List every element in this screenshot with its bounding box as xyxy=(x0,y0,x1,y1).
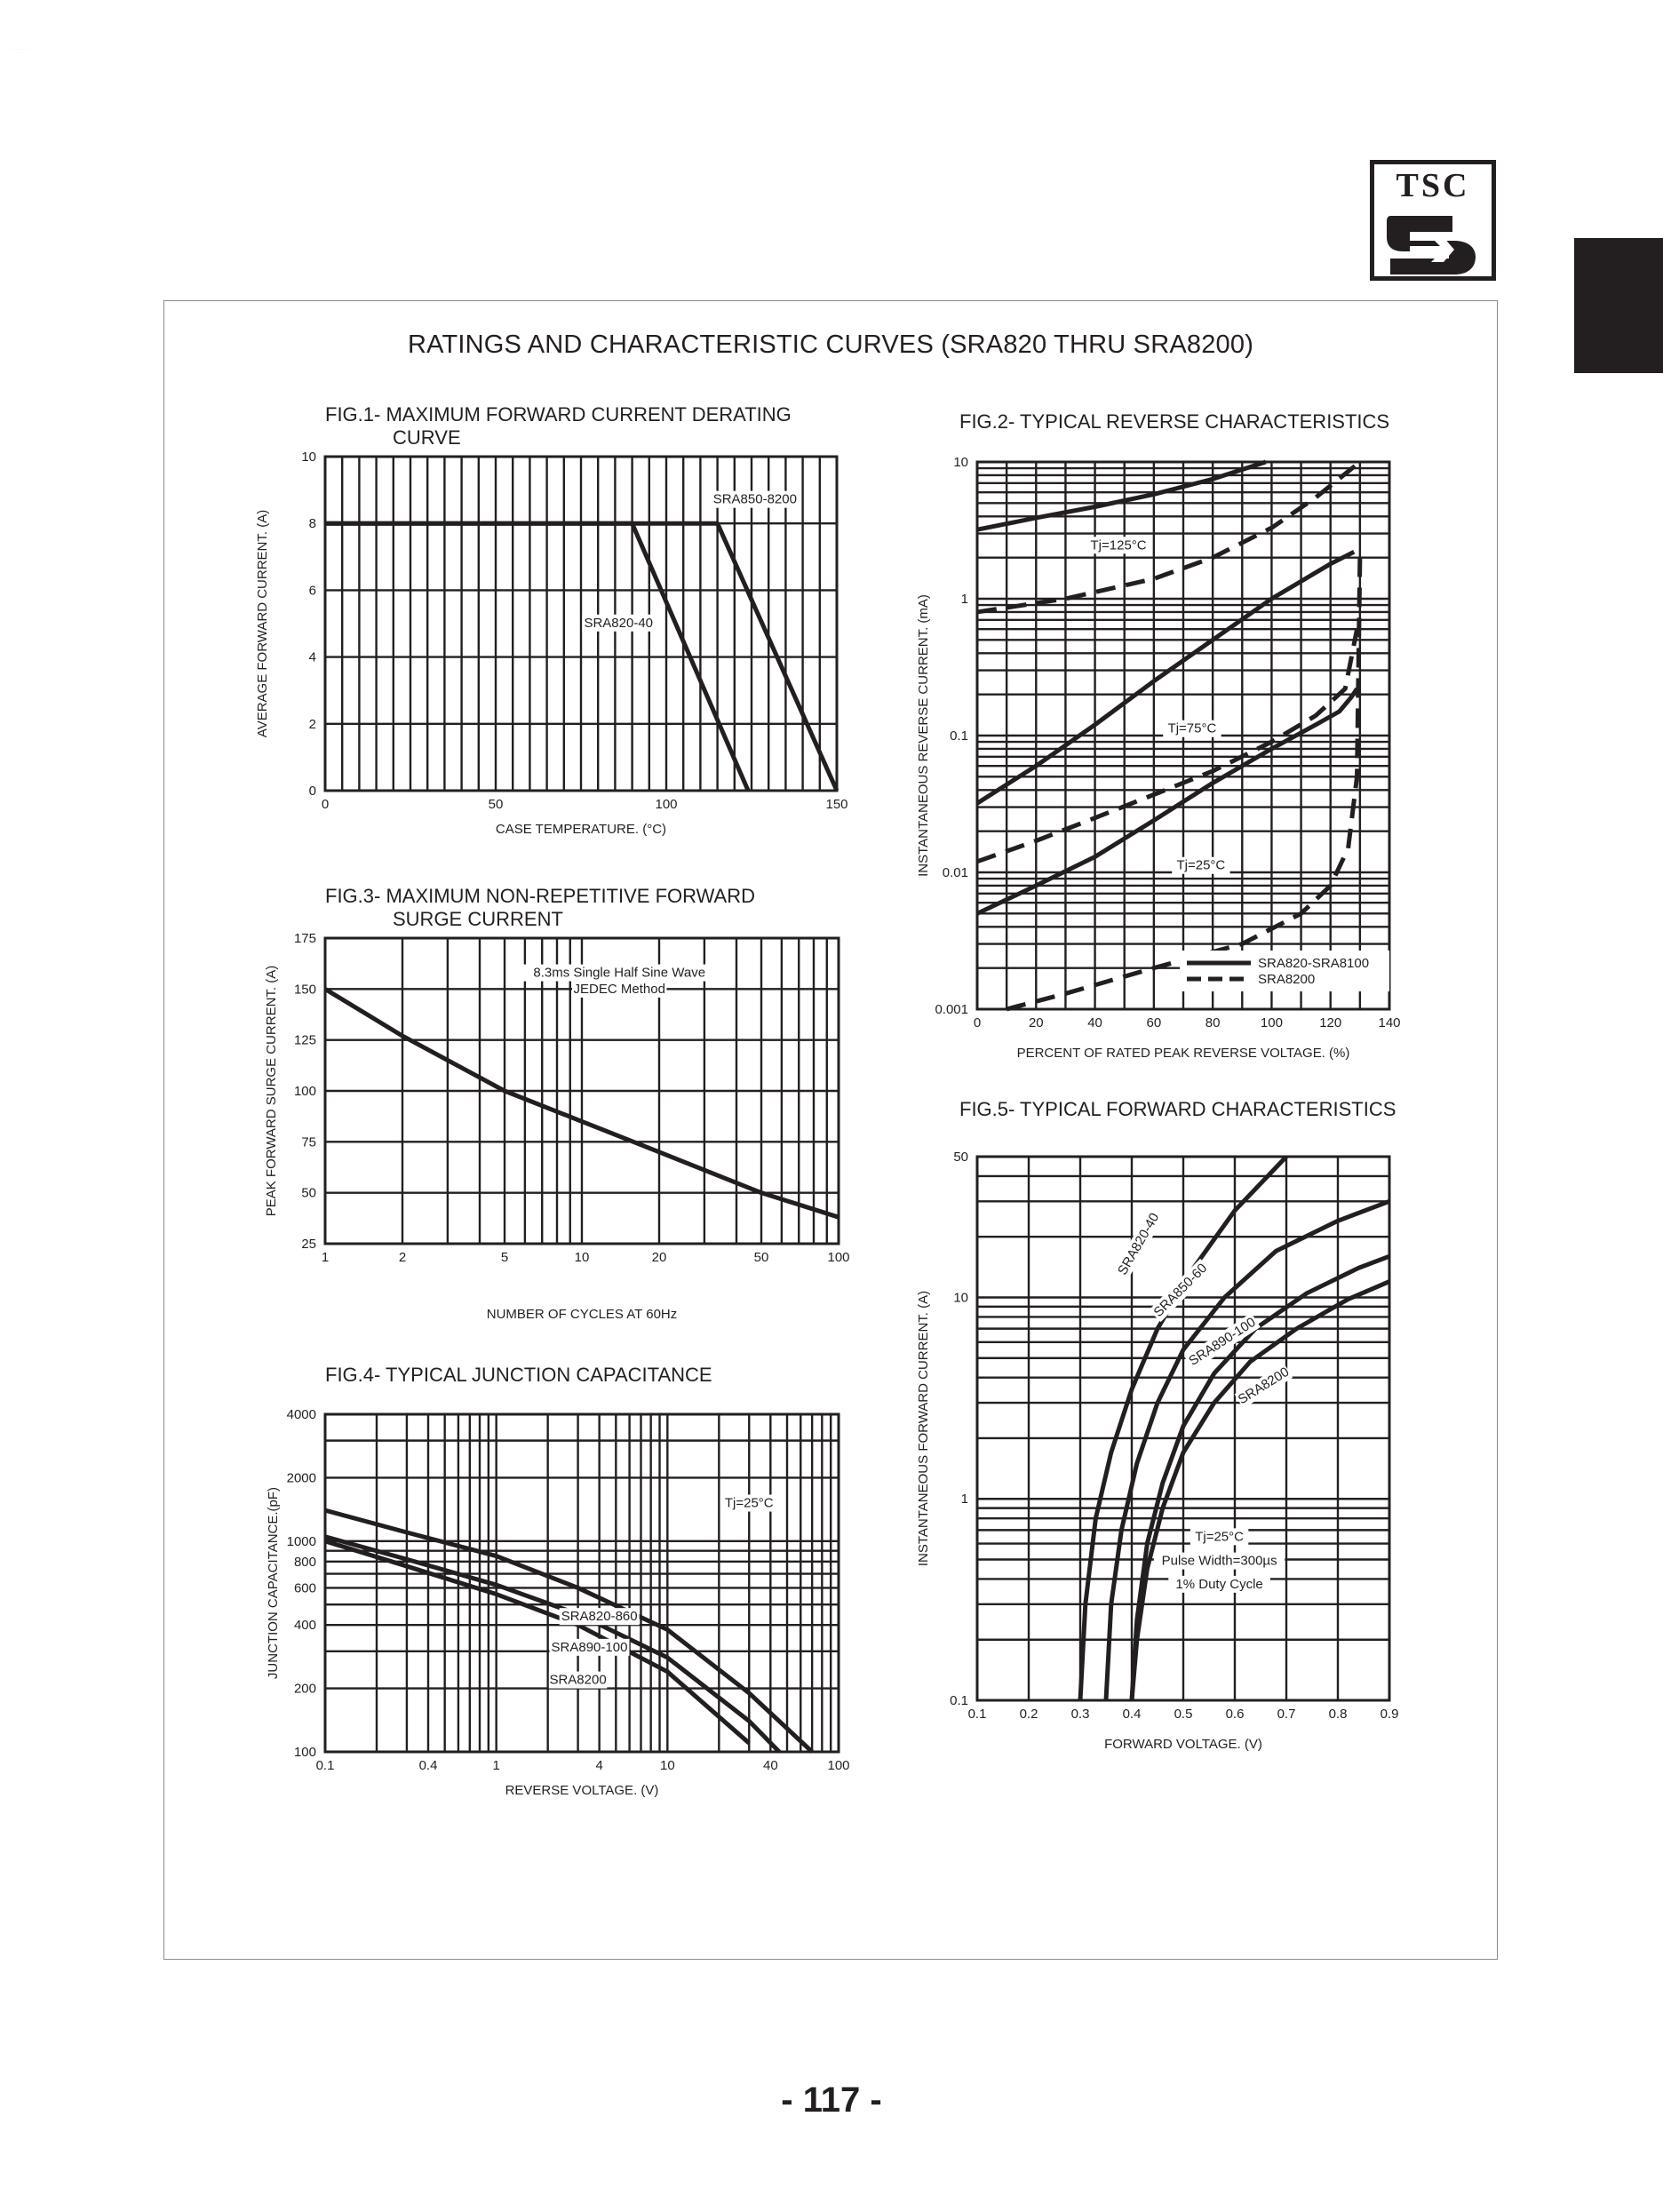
fig1-x-axis-label: CASE TEMPERATURE. (°C) xyxy=(495,822,667,837)
fig4-x-tick-label: 1 xyxy=(492,1758,500,1773)
fig4-annotation: SRA8200 xyxy=(549,1672,607,1688)
fig5-x-tick-label: 0.4 xyxy=(1122,1707,1142,1722)
fig2-annotation: Tj=125°C xyxy=(1090,537,1147,553)
fig2-y-tick-label: 0.001 xyxy=(935,1002,968,1017)
fig3-y-tick-label: 25 xyxy=(301,1237,316,1252)
fig5-x-tick-label: 0.5 xyxy=(1174,1707,1193,1722)
fig4-x-tick-label: 40 xyxy=(762,1758,778,1773)
fig1-y-axis-label: AVERAGE FORWARD CURRENT. (A) xyxy=(255,509,270,738)
fig4-x-tick-label: 4 xyxy=(595,1758,603,1773)
fig4-y-tick-label: 200 xyxy=(293,1681,316,1697)
fig3-x-axis-label: NUMBER OF CYCLES AT 60Hz xyxy=(486,1307,678,1322)
fig5-x-axis-label: FORWARD VOLTAGE. (V) xyxy=(1104,1737,1262,1752)
fig3-y-tick-label: 150 xyxy=(293,982,316,998)
fig1-title-line2: CURVE xyxy=(393,426,461,449)
fig2-y-axis-label: INSTANTANEOUS REVERSE CURRENT. (mA) xyxy=(916,594,931,877)
fig3-y-axis-label: PEAK FORWARD SURGE CURRENT. (A) xyxy=(264,965,279,1217)
fig2-legend-label: SRA8200 xyxy=(1258,972,1316,987)
fig5-series-sra850-60 xyxy=(1106,1201,1389,1700)
fig3-title-line1: FIG.3- MAXIMUM NON-REPETITIVE FORWARD xyxy=(325,885,756,907)
fig1-y-tick-label: 2 xyxy=(308,716,316,732)
fig2-y-tick-label: 1 xyxy=(960,592,968,607)
fig2-chart xyxy=(916,455,1401,1061)
fig2-title-line1: FIG.2- TYPICAL REVERSE CHARACTERISTICS xyxy=(959,410,1390,433)
fig5-y-tick-label: 0.1 xyxy=(950,1693,968,1708)
fig4-y-tick-label: 2000 xyxy=(286,1470,316,1486)
fig3-y-tick-label: 50 xyxy=(301,1185,316,1201)
fig1-x-tick-label: 0 xyxy=(321,797,330,812)
fig5-y-tick-label: 50 xyxy=(953,1150,968,1165)
fig5-annotation: SRA8200 xyxy=(1235,1364,1293,1408)
fig1-y-tick-label: 6 xyxy=(308,583,316,599)
fig5-title-line1: FIG.5- TYPICAL FORWARD CHARACTERISTICS xyxy=(959,1098,1396,1120)
fig2-legend-label: SRA820-SRA8100 xyxy=(1258,956,1370,971)
fig3-x-tick-label: 1 xyxy=(321,1250,330,1265)
fig5-series-sra890-100 xyxy=(1132,1256,1389,1700)
fig5-x-tick-label: 0.2 xyxy=(1019,1707,1038,1722)
fig2-annotation: Tj=25°C xyxy=(1176,857,1226,873)
fig3-title-line2: SURGE CURRENT xyxy=(393,908,563,930)
fig2-x-tick-label: 100 xyxy=(1260,1015,1283,1030)
fig1-y-tick-label: 0 xyxy=(308,784,316,799)
fig1-annotation: SRA820-40 xyxy=(584,615,654,631)
fig4-title-line1: FIG.4- TYPICAL JUNCTION CAPACITANCE xyxy=(325,1364,712,1386)
fig4-annotation: Tj=25°C xyxy=(724,1495,774,1511)
page-number: - 117 - xyxy=(781,2081,882,2120)
fig4-y-tick-label: 4000 xyxy=(286,1407,316,1422)
fig5-annotation: SRA850-60 xyxy=(1150,1261,1211,1320)
fig4-y-tick-label: 100 xyxy=(293,1745,316,1760)
fig2-x-axis-label: PERCENT OF RATED PEAK REVERSE VOLTAGE. (%) xyxy=(1016,1046,1350,1061)
fig5-annotation: Pulse Width=300µs xyxy=(1161,1553,1277,1569)
fig2-series-sra820-sra8100-tj-125-c xyxy=(977,462,1266,529)
fig4-annotation: SRA890-100 xyxy=(551,1639,628,1655)
fig5-x-tick-label: 0.9 xyxy=(1380,1707,1399,1722)
fig1-x-tick-label: 100 xyxy=(655,797,678,812)
fig2-x-tick-label: 0 xyxy=(973,1015,982,1030)
fig5-y-tick-label: 10 xyxy=(953,1290,968,1306)
fig3-x-tick-label: 20 xyxy=(651,1250,667,1265)
fig5-y-axis-label: INSTANTANEOUS FORWARD CURRENT. (A) xyxy=(916,1290,931,1567)
page-title: RATINGS AND CHARACTERISTIC CURVES (SRA820 THRU SRA8200) xyxy=(407,330,1254,359)
fig4-y-tick-label: 600 xyxy=(293,1580,316,1596)
fig1-title-line1: FIG.1- MAXIMUM FORWARD CURRENT DERATING xyxy=(325,403,792,426)
fig4-chart xyxy=(266,1407,850,1798)
fig3-chart xyxy=(264,931,850,1322)
fig1-annotation: SRA850-8200 xyxy=(712,491,797,507)
fig3-annotation: JEDEC Method xyxy=(573,981,665,997)
fig4-plot-frame xyxy=(325,1414,839,1752)
fig1-chart xyxy=(255,450,848,837)
fig4-x-axis-label: REVERSE VOLTAGE. (V) xyxy=(505,1783,659,1798)
fig5-chart xyxy=(916,1150,1398,1752)
fig2-series-sra8200-tj-125-c xyxy=(977,462,1360,612)
fig3-x-tick-label: 50 xyxy=(753,1250,769,1265)
fig2-x-tick-label: 140 xyxy=(1378,1015,1401,1030)
fig5-x-tick-label: 0.3 xyxy=(1070,1707,1090,1722)
fig2-x-tick-label: 20 xyxy=(1028,1015,1044,1030)
fig3-x-tick-label: 10 xyxy=(574,1250,590,1265)
fig3-y-tick-label: 75 xyxy=(301,1134,316,1150)
fig2-y-tick-label: 0.01 xyxy=(942,865,968,880)
fig2-y-tick-label: 0.1 xyxy=(950,728,968,744)
fig5-annotation: Tj=25°C xyxy=(1195,1529,1244,1545)
fig3-x-tick-label: 5 xyxy=(500,1250,509,1265)
fig2-x-tick-label: 60 xyxy=(1146,1015,1162,1030)
logo-text: TSC xyxy=(1396,167,1470,204)
fig5-x-tick-label: 0.6 xyxy=(1225,1707,1245,1722)
fig1-x-tick-label: 150 xyxy=(825,797,848,812)
fig2-x-tick-label: 80 xyxy=(1205,1015,1221,1030)
fig1-x-tick-label: 50 xyxy=(488,797,504,812)
fig2-y-tick-label: 10 xyxy=(953,455,968,470)
fig4-y-axis-label: JUNCTION CAPACITANCE.(pF) xyxy=(266,1486,281,1680)
fig5-annotation: SRA890-100 xyxy=(1186,1314,1259,1369)
fig1-y-tick-label: 4 xyxy=(308,649,316,665)
fig4-x-tick-label: 10 xyxy=(659,1758,675,1773)
fig5-series-sra8200 xyxy=(1132,1282,1389,1700)
fig4-annotation: SRA820-860 xyxy=(561,1609,638,1625)
fig3-annotation: 8.3ms Single Half Sine Wave xyxy=(533,965,706,981)
fig4-y-tick-label: 1000 xyxy=(286,1533,316,1549)
fig3-x-tick-label: 2 xyxy=(398,1250,407,1265)
fig4-x-tick-label: 0.1 xyxy=(315,1758,335,1773)
fig2-x-tick-label: 40 xyxy=(1087,1015,1102,1030)
fig4-x-tick-label: 100 xyxy=(827,1758,850,1773)
fig4-y-tick-label: 800 xyxy=(293,1554,316,1570)
fig4-x-tick-label: 0.4 xyxy=(418,1758,438,1773)
fig4-y-tick-label: 400 xyxy=(293,1618,316,1634)
fig5-x-tick-label: 0.1 xyxy=(967,1707,987,1722)
fig2-x-tick-label: 120 xyxy=(1319,1015,1342,1030)
fig1-y-tick-label: 10 xyxy=(301,450,316,465)
fig3-y-tick-label: 100 xyxy=(293,1084,316,1099)
fig3-x-tick-label: 100 xyxy=(827,1250,850,1265)
header-code: ... ........ .. xyxy=(7,46,36,51)
fig3-y-tick-label: 125 xyxy=(293,1032,316,1048)
fig2-annotation: Tj=75°C xyxy=(1167,720,1217,736)
fig5-y-tick-label: 1 xyxy=(960,1492,968,1508)
fig5-annotation: SRA820-40 xyxy=(1114,1210,1163,1278)
fig5-x-tick-label: 0.8 xyxy=(1328,1707,1348,1722)
fig1-y-tick-label: 8 xyxy=(308,516,316,532)
fig3-y-tick-label: 175 xyxy=(293,931,316,946)
fig5-x-tick-label: 0.7 xyxy=(1277,1707,1296,1722)
fig5-annotation: 1% Duty Cycle xyxy=(1175,1576,1263,1592)
